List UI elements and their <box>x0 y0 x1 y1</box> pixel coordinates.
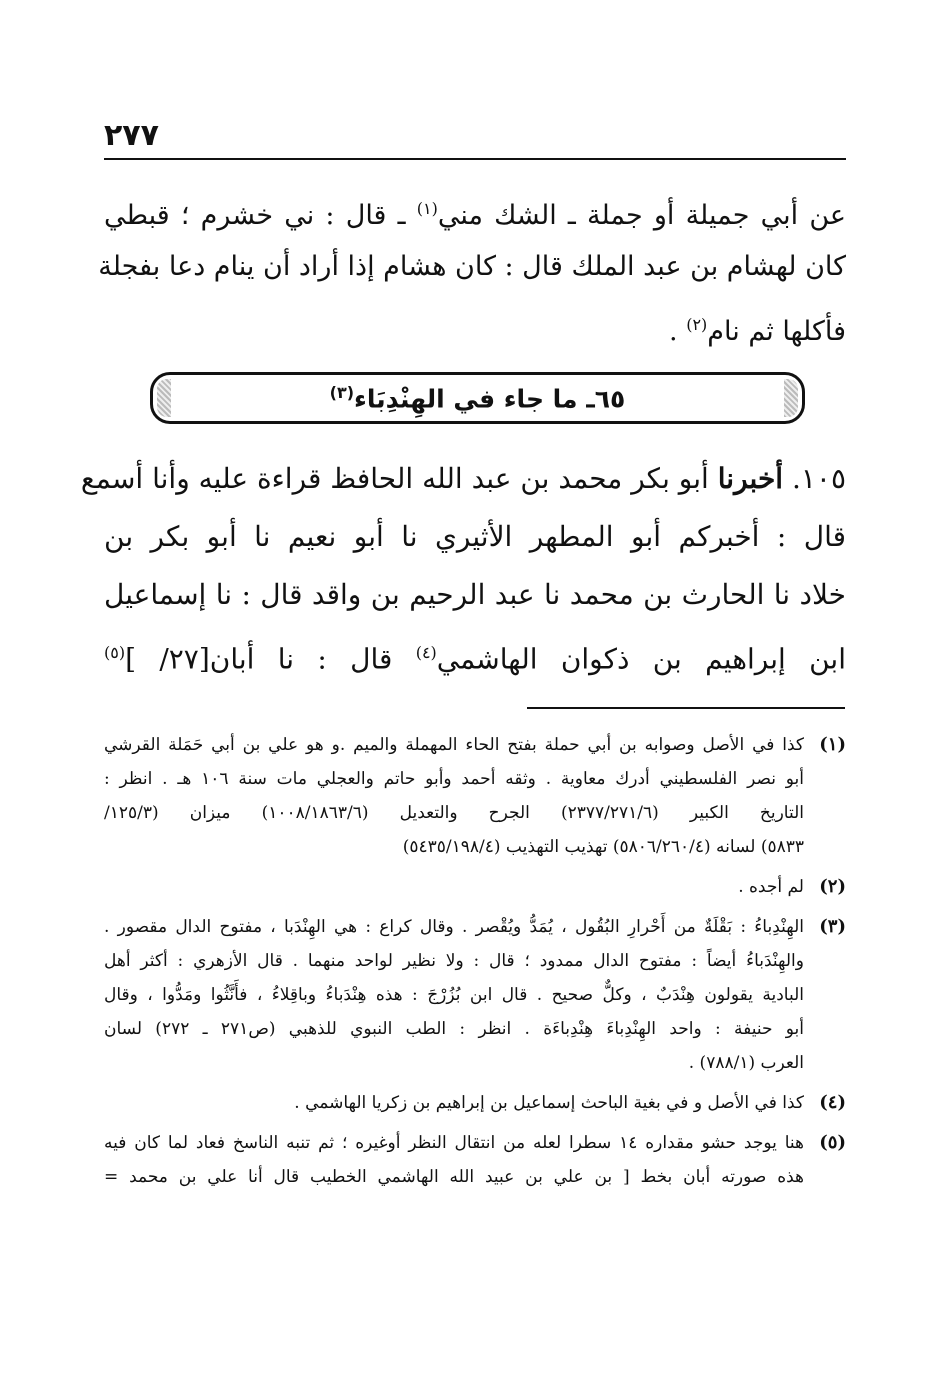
footnote-number: (٥) <box>819 1132 846 1153</box>
section-heading-box <box>150 372 805 424</box>
footnote-line: كذا في الأصل وصوابه بن أبي حملة بفتح الحاء المهملة والميم .و هو علي بن أبي حَمَلة القرشي <box>104 735 804 755</box>
footnote-ref-2[interactable]: (٢) <box>686 315 708 334</box>
text: عن أبي جميلة أو جملة ـ الشك مني <box>437 200 846 231</box>
text: . <box>669 316 678 347</box>
footnote-line: البادية يقولون هِنْدَبٌ ، وكلٌّ صحيح . قال ابن بُزُرْجَ : هذه هِنْدَباءُ وباقِلاءُ ، فأَنَّثُوا ومَدُّوا ، وقال <box>104 985 804 1005</box>
paragraph-2 <box>80 450 846 682</box>
footnote-line: هنا يوجد حشو مقداره ١٤ سطرا لعله من انتقال النظر أوغيره ؛ ثم تنبه الناسخ فعاد لما كان فيه <box>104 1133 804 1153</box>
footnote-line: ٥٨٣٣) لسانه (٥٨٠٦/٢٦٠/٤) تهذيب التهذيب (٥٤٣٥/١٩٨/٤) <box>402 837 804 857</box>
footnote-line: هذه صورته أبان بخط [ بن علي بن عبيد الله الهاشمي الخطيب قال أنا علي بن محمد = <box>104 1167 804 1187</box>
text: أبو بكر محمد بن عبد الله الحافظ قراءة عليه وأنا أسمع <box>80 462 709 495</box>
footnote-line: الهِنْدِباءُ : بَقْلَةٌ من أَحْرارِ البُقُول ، يُمَدُّ ويُقْصر . وقال كراع : هي الهِنْدَبا ، مفتوح الدال مقصور . <box>104 917 804 937</box>
footnote-line: أبو نصر الفلسطيني أدرك معاوية . وثقه أحمد وأبو حاتم والعجلي مات سنة ١٠٦ هـ . انظر : <box>104 769 804 789</box>
bold-word: أخبرنا <box>717 462 784 495</box>
footnote-line: أبو حنيفة : واحد الهِنْدِباءَ هِنْدِباءَة . انظر : الطب النبوي للذهبي (ص٢٧١ ـ ٢٧٢) لسان <box>104 1019 804 1039</box>
footnote-4 <box>104 1086 846 1120</box>
footnote-ref-3[interactable]: (٣) <box>329 382 355 402</box>
paragraph-2-line-3: خلاد نا الحارث بن محمد نا عبد الرحيم بن واقد قال : نا إسماعيل <box>104 578 846 611</box>
page-number: ٢٧٧ <box>104 118 159 153</box>
footnote-2 <box>104 870 846 904</box>
paragraph-2-line-2: قال : أخبركم أبو المطهر الأثيري نا أبو نعيم نا أبو بكر بن <box>104 520 846 553</box>
footnote-number: (٣) <box>819 916 846 937</box>
footnote-3 <box>104 910 846 1080</box>
header-rule <box>104 158 846 160</box>
footnote-ref-4[interactable]: (٤) <box>415 643 437 662</box>
footnote-rule <box>527 707 845 709</box>
paragraph-1-line-2: كان لهشام بن عبد الملك قال : كان هشام إذا أراد أن ينام دعا بفجلة <box>98 251 846 282</box>
section-heading-text: ٦٥ـ ما جاء في الهِنْدِبَاء <box>354 384 626 414</box>
footnote-5 <box>104 1126 846 1194</box>
footnote-1 <box>104 728 846 864</box>
footnote-line: كذا في الأصل و في بغية الباحث إسماعيل بن إبراهيم بن زكريا الهاشمي . <box>294 1093 804 1113</box>
footnote-line: لم أجده . <box>738 877 804 897</box>
footnotes <box>104 728 846 1200</box>
footnote-line: العرب (٧٨٨/١) . <box>688 1053 804 1073</box>
footnote-ref-1[interactable]: (١) <box>416 199 438 218</box>
footnote-number: (٢) <box>819 876 846 897</box>
section-heading <box>330 383 626 413</box>
paragraph-1-line-1 <box>104 180 846 238</box>
footnote-line: التاريخ الكبير (٢٣٧٧/٢٧١/٦) الجرح والتعديل (١٠٠٨/١٨٦٣/٦) ميزان (١٢٥/٣/ <box>104 803 804 823</box>
hadith-number: ١٠٥. <box>791 462 846 495</box>
text: ابن إبراهيم بن ذكوان الهاشمي <box>436 642 846 676</box>
paragraph-1-line-3 <box>104 296 846 354</box>
paragraph-2-line-1 <box>80 450 846 508</box>
text: قال : نا أبان[٢٧/ ] <box>125 642 393 676</box>
footnote-line: والهِنْدَباءُ أيضاً : مفتوح الدال ممدود ؛ قال : ولا نظير لواحد منهما . قال الأزهري : أكثر أهل <box>104 951 804 971</box>
text: ـ قال : ني خشرم ؛ قبطي <box>104 200 406 231</box>
text: فأكلها ثم نام <box>707 316 846 347</box>
footnote-number: (٤) <box>819 1092 846 1113</box>
footnote-ref-5[interactable]: (٥) <box>104 643 126 662</box>
paragraph-2-line-4 <box>104 624 846 682</box>
paragraph-1 <box>98 180 846 354</box>
footnote-number: (١) <box>819 734 846 755</box>
